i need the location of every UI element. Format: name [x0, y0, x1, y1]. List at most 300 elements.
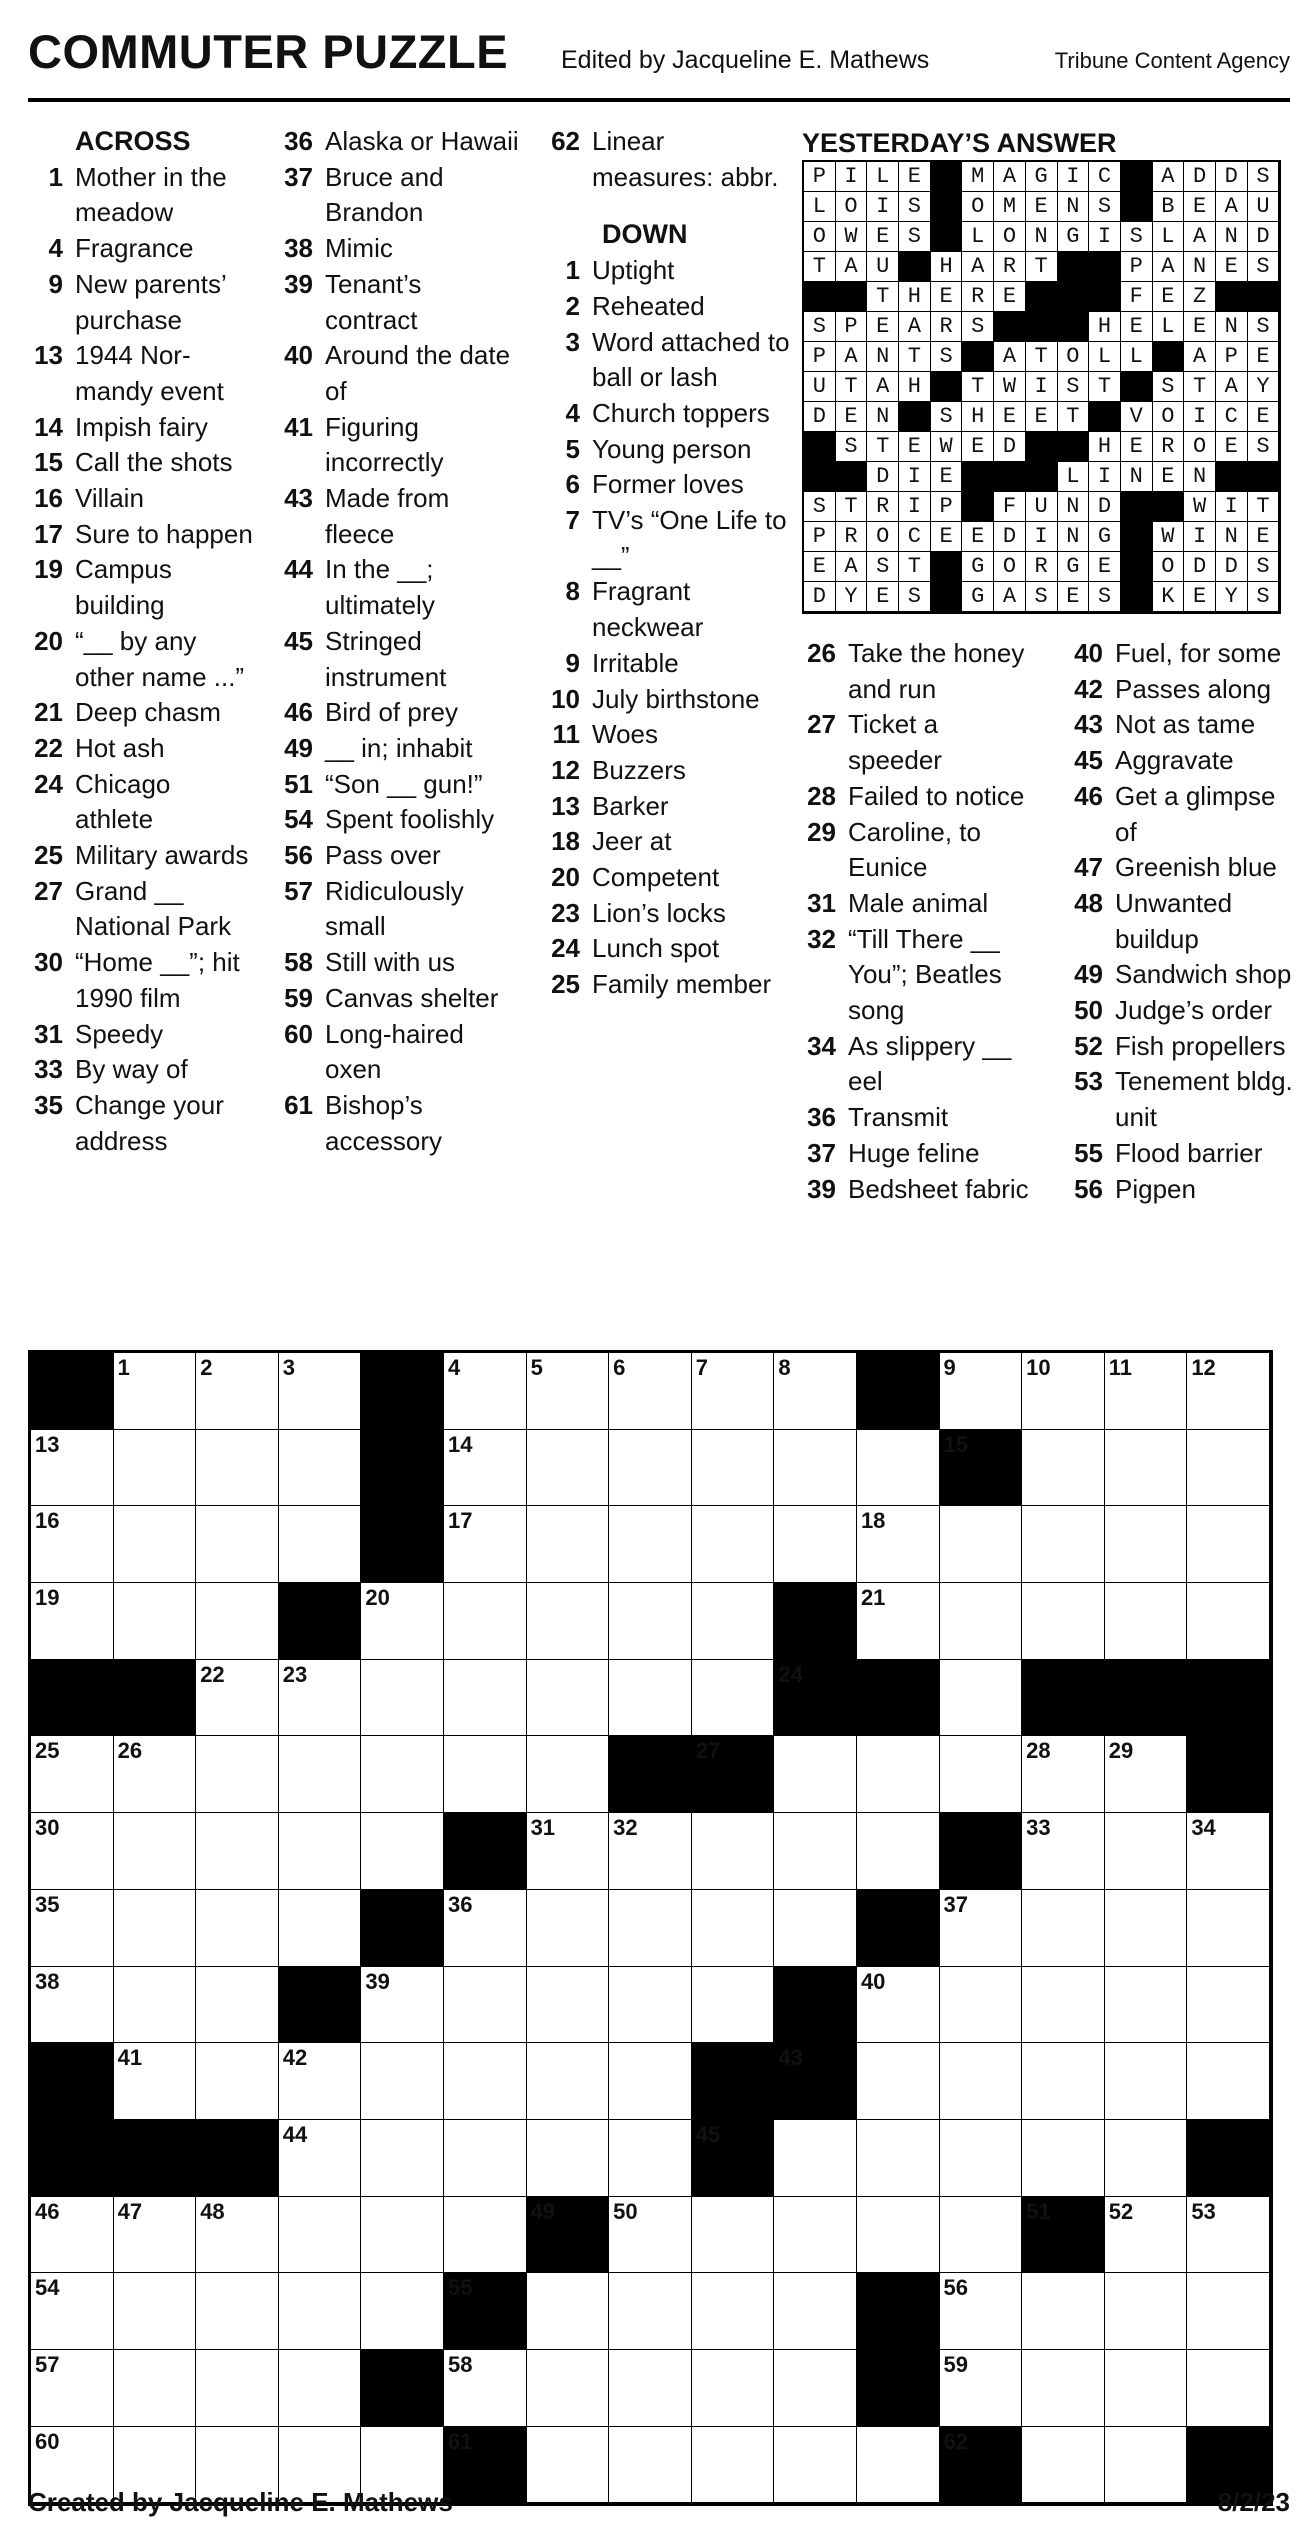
across-clue-41 [275, 410, 520, 481]
grid-cell[interactable] [527, 1583, 610, 1660]
grid-cell[interactable] [114, 1506, 197, 1583]
grid-cell[interactable] [196, 2197, 279, 2274]
cell-number: 30 [35, 1815, 60, 1841]
grid-cell[interactable] [940, 1660, 1023, 1737]
grid-cell[interactable] [361, 1967, 444, 2044]
grid-cell[interactable] [527, 1890, 610, 1967]
cell-number: 46 [35, 2198, 60, 2224]
grid-cell[interactable] [361, 1813, 444, 1890]
answer-letter-cell: S [1248, 432, 1280, 462]
answer-letter-cell: T [1248, 492, 1280, 522]
grid-cell[interactable] [609, 2043, 692, 2120]
grid-cell[interactable] [1187, 1430, 1270, 1507]
grid-cell[interactable] [1022, 2427, 1105, 2504]
answer-letter-cell: G [962, 582, 994, 612]
grid-cell[interactable] [31, 2273, 114, 2350]
grid-cell[interactable] [527, 2273, 610, 2350]
answer-letter-cell: S [867, 552, 899, 582]
black-square [31, 1353, 114, 1430]
grid-cell[interactable] [1105, 2427, 1188, 2504]
grid-cell[interactable] [1022, 1430, 1105, 1507]
grid-cell[interactable] [609, 2120, 692, 2197]
grid-cell[interactable] [279, 1353, 362, 1430]
cell-number: 34 [1191, 1815, 1216, 1841]
grid-cell[interactable] [940, 2043, 1023, 2120]
clue-text: Speedy [75, 1018, 164, 1049]
clue-text: Woes [592, 719, 658, 750]
clue-text: Long-haired oxen [325, 1018, 464, 1085]
across-clue-25 [28, 838, 253, 874]
grid-cell[interactable] [1022, 2350, 1105, 2427]
grid-cell[interactable] [279, 2043, 362, 2120]
grid-cell[interactable] [279, 2120, 362, 2197]
clue-text: TV’s “One Life to __” [592, 505, 787, 571]
grid-cell[interactable] [1022, 1506, 1105, 1583]
grid-cell[interactable] [1105, 2197, 1188, 2274]
clue-column-5 [1053, 636, 1298, 1207]
grid-cell[interactable] [1105, 1967, 1188, 2044]
grid-cell[interactable] [1022, 1813, 1105, 1890]
answer-letter-cell: W [1153, 522, 1185, 552]
grid-cell[interactable] [31, 1430, 114, 1507]
grid-cell[interactable] [1187, 1967, 1270, 2044]
grid-cell[interactable] [114, 1430, 197, 1507]
grid-cell[interactable] [774, 2273, 857, 2350]
grid-cell[interactable] [1187, 1353, 1270, 1430]
down-clue-46 [1053, 779, 1298, 850]
clue-text: In the __; ultimately [325, 554, 435, 621]
down-clue-37 [798, 1136, 1038, 1172]
grid-cell[interactable] [196, 1506, 279, 1583]
grid-cell[interactable] [31, 2197, 114, 2274]
answer-letter-cell: E [1248, 342, 1280, 372]
grid-cell[interactable] [940, 1967, 1023, 2044]
grid-cell[interactable] [196, 2043, 279, 2120]
grid-cell[interactable] [1187, 1583, 1270, 1660]
grid-cell[interactable] [361, 2120, 444, 2197]
clue-number: 45 [1074, 745, 1103, 776]
black-square [774, 1660, 857, 1737]
grid-cell[interactable] [361, 1583, 444, 1660]
grid-cell[interactable] [857, 1967, 940, 2044]
grid-cell[interactable] [527, 1353, 610, 1430]
answer-letter-cell: L [962, 222, 994, 252]
grid-cell[interactable] [1022, 2120, 1105, 2197]
grid-cell[interactable] [940, 1583, 1023, 1660]
answer-block-cell [1089, 282, 1121, 312]
clue-number: 57 [284, 875, 313, 906]
grid-cell[interactable] [857, 2043, 940, 2120]
grid-cell[interactable] [31, 1506, 114, 1583]
answer-letter-cell: F [994, 492, 1026, 522]
answer-letter-cell: T [899, 552, 931, 582]
across-clue-49 [275, 731, 520, 767]
grid-cell[interactable] [527, 1813, 610, 1890]
answer-letter-cell: W [836, 222, 868, 252]
answer-block-cell [1121, 162, 1153, 192]
grid-cell[interactable] [609, 2350, 692, 2427]
grid-cell[interactable] [196, 1813, 279, 1890]
across-clue-45 [275, 624, 520, 695]
grid-cell[interactable] [609, 1813, 692, 1890]
footer-credit: Created by Jacqueline E. Mathews [28, 2487, 453, 2517]
answer-letter-cell: R [1026, 552, 1058, 582]
grid-cell[interactable] [1105, 1890, 1188, 1967]
grid-cell[interactable] [940, 2350, 1023, 2427]
grid-cell[interactable] [114, 1890, 197, 1967]
grid-cell[interactable] [31, 1890, 114, 1967]
grid-cell[interactable] [196, 2273, 279, 2350]
grid-cell[interactable] [609, 1583, 692, 1660]
grid-cell[interactable] [940, 1353, 1023, 1430]
grid-cell[interactable] [774, 1890, 857, 1967]
grid-cell[interactable] [774, 1353, 857, 1430]
down-clue-49 [1053, 957, 1298, 993]
answer-letter-cell: E [1089, 552, 1121, 582]
grid-cell[interactable] [444, 2350, 527, 2427]
grid-cell[interactable] [609, 1967, 692, 2044]
answer-letter-cell: I [1026, 372, 1058, 402]
clue-text: Pigpen [1115, 1173, 1196, 1204]
grid-cell[interactable] [31, 1967, 114, 2044]
grid-cell[interactable] [1022, 2043, 1105, 2120]
grid-cell[interactable] [279, 2350, 362, 2427]
down-clue-1 [532, 253, 792, 289]
clue-text: Male animal [848, 887, 989, 918]
answer-letter-cell: O [994, 552, 1026, 582]
clue-text: Aggravate [1115, 745, 1234, 776]
grid-cell[interactable] [279, 1660, 362, 1737]
grid-cell[interactable] [1105, 1430, 1188, 1507]
grid-cell[interactable] [940, 2120, 1023, 2197]
cell-number: 36 [447, 1891, 473, 1917]
cell-number: 55 [447, 2275, 473, 2301]
cell-number: 45 [695, 2121, 721, 2147]
grid-cell[interactable] [1022, 1890, 1105, 1967]
cell-number: 41 [117, 2045, 143, 2071]
answer-letter-cell: E [962, 522, 994, 552]
grid-cell[interactable] [1105, 2120, 1188, 2197]
answer-letter-cell: H [899, 372, 931, 402]
grid-cell[interactable] [361, 2273, 444, 2350]
answer-block-cell [1153, 342, 1185, 372]
clue-text: By way of [75, 1054, 188, 1085]
black-square [857, 1353, 940, 1430]
clue-number: 43 [1074, 709, 1103, 740]
down-clue-34 [798, 1029, 1038, 1100]
clue-text: Hot ash [75, 732, 165, 763]
grid-cell[interactable] [196, 1967, 279, 2044]
grid-cell[interactable] [196, 1660, 279, 1737]
grid-cell[interactable] [1187, 2197, 1270, 2274]
grid-cell[interactable] [1105, 1736, 1188, 1813]
grid-cell[interactable] [444, 1353, 527, 1430]
grid-cell[interactable] [1105, 1353, 1188, 1430]
grid-cell[interactable] [1187, 1506, 1270, 1583]
grid-cell[interactable] [940, 1890, 1023, 1967]
answer-letter-cell: E [899, 432, 931, 462]
grid-cell[interactable] [1022, 2273, 1105, 2350]
clue-text: Huge feline [848, 1137, 980, 1168]
down-clue-13 [532, 789, 792, 825]
clue-text: Unwanted buildup [1115, 887, 1233, 954]
cell-number: 58 [447, 2351, 473, 2377]
grid-cell[interactable] [1187, 1813, 1270, 1890]
grid-cell[interactable] [857, 2197, 940, 2274]
grid-cell[interactable] [609, 2197, 692, 2274]
grid-cell[interactable] [114, 2273, 197, 2350]
grid-cell[interactable] [444, 1890, 527, 1967]
grid-cell[interactable] [609, 1506, 692, 1583]
grid-cell[interactable] [444, 2043, 527, 2120]
grid-cell[interactable] [692, 1583, 775, 1660]
cell-number: 26 [117, 1738, 143, 1764]
grid-cell[interactable] [114, 1583, 197, 1660]
grid-cell[interactable] [444, 1583, 527, 1660]
grid-cell[interactable] [196, 1890, 279, 1967]
grid-cell[interactable] [279, 2197, 362, 2274]
clue-text: __ in; inhabit [325, 732, 473, 763]
answer-letter-cell: N [1121, 462, 1153, 492]
answer-letter-cell: D [804, 402, 836, 432]
grid-cell[interactable] [609, 1890, 692, 1967]
answer-letter-cell: F [1121, 282, 1153, 312]
grid-cell[interactable] [361, 2043, 444, 2120]
across-clue-59 [275, 981, 520, 1017]
answer-letter-cell: R [1153, 432, 1185, 462]
grid-cell[interactable] [940, 1506, 1023, 1583]
grid-cell[interactable] [774, 2350, 857, 2427]
clue-text: Ridiculously small [325, 875, 464, 942]
grid-cell[interactable] [692, 1890, 775, 1967]
grid-cell[interactable] [527, 2120, 610, 2197]
grid-cell[interactable] [114, 2043, 197, 2120]
grid-cell[interactable] [444, 1967, 527, 2044]
answer-block-cell [931, 222, 963, 252]
grid-cell[interactable] [857, 1430, 940, 1507]
grid-cell[interactable] [1105, 1583, 1188, 1660]
grid-cell[interactable] [114, 1967, 197, 2044]
across-clue-33 [28, 1052, 253, 1088]
black-square [940, 1813, 1023, 1890]
grid-cell[interactable] [609, 1430, 692, 1507]
grid-cell[interactable] [279, 1813, 362, 1890]
grid-cell[interactable] [857, 2427, 940, 2504]
black-square [774, 1583, 857, 1660]
grid-cell[interactable] [692, 2273, 775, 2350]
grid-cell[interactable] [692, 2427, 775, 2504]
grid-cell[interactable] [857, 2120, 940, 2197]
answer-letter-cell: S [1058, 372, 1090, 402]
answer-letter-cell: E [1184, 192, 1216, 222]
grid-cell[interactable] [857, 1736, 940, 1813]
grid-cell[interactable] [1187, 2043, 1270, 2120]
crossword-grid [28, 1350, 1273, 2506]
grid-cell[interactable] [857, 1813, 940, 1890]
clue-number: 34 [807, 1030, 836, 1061]
down-heading: DOWN [602, 219, 688, 250]
grid-cell[interactable] [279, 1890, 362, 1967]
grid-cell[interactable] [114, 2197, 197, 2274]
grid-cell[interactable] [1105, 2043, 1188, 2120]
grid-cell[interactable] [444, 1506, 527, 1583]
answer-letter-cell: A [836, 552, 868, 582]
black-square [444, 2273, 527, 2350]
grid-cell[interactable] [196, 1583, 279, 1660]
clue-number: 33 [34, 1054, 63, 1085]
grid-cell[interactable] [692, 1353, 775, 1430]
across-clue-56 [275, 838, 520, 874]
grid-cell[interactable] [114, 1353, 197, 1430]
grid-cell[interactable] [609, 1353, 692, 1430]
grid-cell[interactable] [1022, 1583, 1105, 1660]
clue-number: 38 [284, 233, 313, 264]
grid-cell[interactable] [444, 1430, 527, 1507]
grid-cell[interactable] [279, 1506, 362, 1583]
grid-cell[interactable] [692, 2350, 775, 2427]
down-clue-48 [1053, 886, 1298, 957]
down-clue-39 [798, 1172, 1038, 1208]
grid-cell[interactable] [1187, 2350, 1270, 2427]
grid-cell[interactable] [774, 1736, 857, 1813]
clue-text: Judge’s order [1115, 995, 1273, 1026]
grid-cell[interactable] [114, 1736, 197, 1813]
clue-number: 30 [34, 947, 63, 978]
grid-cell[interactable] [1022, 1736, 1105, 1813]
grid-cell[interactable] [444, 2197, 527, 2274]
grid-cell[interactable] [774, 1506, 857, 1583]
cell-number: 20 [365, 1585, 390, 1611]
grid-cell[interactable] [444, 1736, 527, 1813]
clue-number: 51 [284, 768, 313, 799]
grid-cell[interactable] [361, 2197, 444, 2274]
grid-cell[interactable] [692, 1430, 775, 1507]
grid-cell[interactable] [114, 2350, 197, 2427]
grid-cell[interactable] [361, 1660, 444, 1737]
clue-number: 27 [807, 709, 836, 740]
answer-block-cell [962, 492, 994, 522]
grid-cell[interactable] [692, 1813, 775, 1890]
grid-cell[interactable] [527, 2043, 610, 2120]
grid-cell[interactable] [692, 1506, 775, 1583]
grid-cell[interactable] [1105, 1813, 1188, 1890]
grid-cell[interactable] [527, 1430, 610, 1507]
grid-cell[interactable] [1022, 1353, 1105, 1430]
across-clue-15 [28, 445, 253, 481]
answer-block-cell [1216, 282, 1248, 312]
grid-cell[interactable] [1187, 1890, 1270, 1967]
cell-number: 51 [1026, 2198, 1051, 2224]
answer-letter-cell: E [1216, 252, 1248, 282]
answer-letter-cell: P [804, 522, 836, 552]
across-clue-17 [28, 517, 253, 553]
grid-cell[interactable] [527, 2350, 610, 2427]
grid-cell[interactable] [692, 2197, 775, 2274]
answer-block-cell [931, 552, 963, 582]
grid-cell[interactable] [361, 1736, 444, 1813]
black-square [1187, 2120, 1270, 2197]
grid-cell[interactable] [527, 1736, 610, 1813]
grid-cell[interactable] [527, 1506, 610, 1583]
across-clue-27 [28, 874, 253, 945]
answer-block-cell [836, 462, 868, 492]
answer-block-cell [804, 432, 836, 462]
grid-cell[interactable] [774, 1430, 857, 1507]
grid-cell[interactable] [31, 1583, 114, 1660]
grid-cell[interactable] [774, 2427, 857, 2504]
grid-cell[interactable] [279, 1430, 362, 1507]
clue-text: Church toppers [592, 397, 770, 428]
grid-cell[interactable] [444, 1660, 527, 1737]
grid-cell[interactable] [31, 1736, 114, 1813]
grid-cell[interactable] [279, 1736, 362, 1813]
answer-block-cell [804, 462, 836, 492]
grid-cell[interactable] [444, 2120, 527, 2197]
grid-cell[interactable] [774, 1813, 857, 1890]
grid-cell[interactable] [196, 2350, 279, 2427]
cell-number: 19 [35, 1585, 60, 1611]
grid-cell[interactable] [527, 1967, 610, 2044]
clue-text: Buzzers [592, 754, 686, 785]
grid-cell[interactable] [196, 1353, 279, 1430]
grid-cell[interactable] [609, 1660, 692, 1737]
answer-letter-cell: E [1026, 192, 1058, 222]
grid-cell[interactable] [940, 2273, 1023, 2350]
grid-cell[interactable] [1105, 2273, 1188, 2350]
grid-cell[interactable] [692, 1660, 775, 1737]
grid-cell[interactable] [940, 2197, 1023, 2274]
grid-cell[interactable] [774, 2197, 857, 2274]
grid-cell[interactable] [857, 1506, 940, 1583]
grid-cell[interactable] [31, 1813, 114, 1890]
grid-cell[interactable] [774, 2120, 857, 2197]
answer-letter-cell: E [962, 432, 994, 462]
clue-number: 60 [284, 1018, 313, 1049]
answer-letter-cell: H [1089, 312, 1121, 342]
answer-letter-cell: S [962, 312, 994, 342]
grid-cell[interactable] [527, 2427, 610, 2504]
clue-number: 40 [284, 340, 313, 371]
grid-cell[interactable] [1022, 1967, 1105, 2044]
grid-cell[interactable] [527, 1660, 610, 1737]
grid-cell[interactable] [114, 1813, 197, 1890]
grid-cell[interactable] [609, 2427, 692, 2504]
cell-number: 40 [860, 1968, 886, 1994]
answer-block-cell [1121, 192, 1153, 222]
cell-number: 35 [35, 1891, 60, 1917]
clue-number: 1 [565, 255, 580, 286]
grid-cell[interactable] [196, 1736, 279, 1813]
grid-cell[interactable] [692, 1967, 775, 2044]
grid-cell[interactable] [196, 1430, 279, 1507]
grid-cell[interactable] [1105, 1506, 1188, 1583]
answer-block-cell [1058, 432, 1090, 462]
clue-number: 1 [48, 161, 63, 192]
clue-text: Reheated [592, 290, 705, 321]
grid-cell[interactable] [609, 2273, 692, 2350]
answer-letter-cell: H [1089, 432, 1121, 462]
clue-number: 13 [551, 790, 580, 821]
cell-number: 48 [200, 2198, 225, 2224]
grid-cell[interactable] [940, 1736, 1023, 1813]
black-square [857, 1890, 940, 1967]
cell-number: 54 [35, 2275, 60, 2301]
grid-cell[interactable] [1105, 2350, 1188, 2427]
grid-cell[interactable] [857, 1583, 940, 1660]
grid-cell[interactable] [1187, 2273, 1270, 2350]
grid-cell[interactable] [31, 2350, 114, 2427]
grid-cell[interactable] [279, 2273, 362, 2350]
